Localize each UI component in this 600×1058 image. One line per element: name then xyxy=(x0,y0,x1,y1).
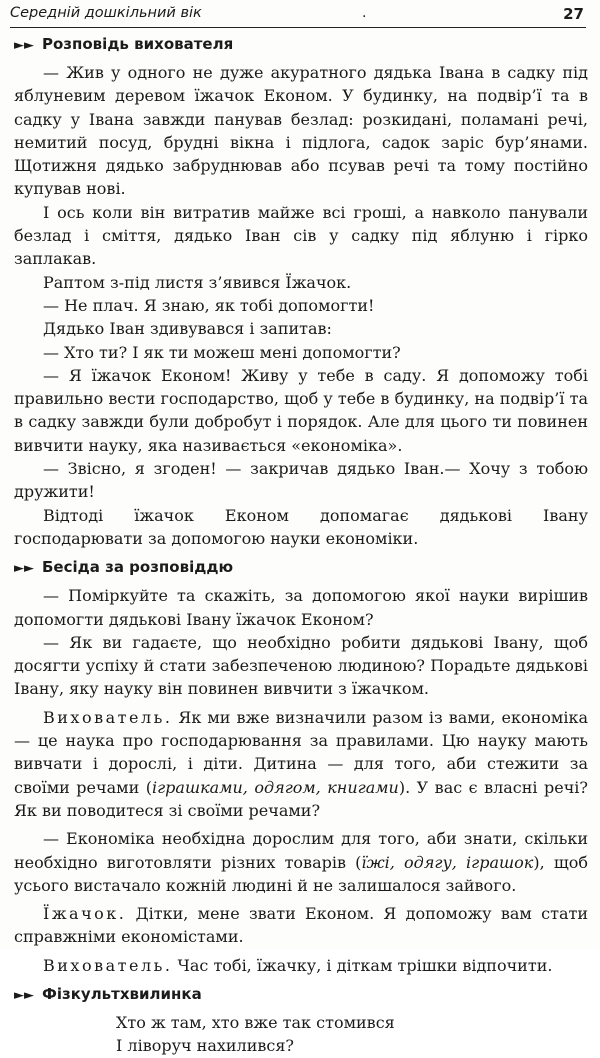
question-paragraph: — Як ви гадаєте, що необхідно робити дядькові Івану, щоб досягти успіху й стати забезпеченою людиною? Порадьте дядькові Івану, яку науку він повинен вивчити з їжачком. xyxy=(14,632,588,699)
section-heading-exercise xyxy=(14,983,588,1007)
poem xyxy=(116,1011,588,1058)
double-chevron-right-icon: ►► xyxy=(14,561,34,577)
teacher-line: Вихователь. Час тобі, їжачку, і діткам трішки відпочити. xyxy=(43,955,553,975)
story-paragraph: Відтоді їжачок Економ допомагає дядькові Івану господарювати за допомогою науки економіки. xyxy=(14,505,588,548)
story-paragraph: Дядько Іван здивувався і запитав: xyxy=(43,319,332,339)
section-heading-story xyxy=(14,33,588,57)
italic-examples: іграшками, одягом, книгами xyxy=(151,777,399,797)
page-header xyxy=(10,5,586,28)
story-paragraph: — Звісно, я згоден! — закричав дядько Іван.— Хочу з тобою дружити! xyxy=(14,459,588,502)
section-heading-label: Бесіда за розповіддю xyxy=(42,558,234,577)
question-paragraph: — Поміркуйте та скажіть, за допомогою якої науки вирішив допомогти дядькові Івану їжачок Економ? xyxy=(14,586,588,629)
page-content xyxy=(14,33,588,1058)
header-dot: . xyxy=(362,5,367,21)
poem-line: Хто ж там, хто вже так стомився xyxy=(116,1012,395,1032)
poem-line: І ліворуч нахилився? xyxy=(116,1036,295,1056)
italic-examples: їжі, одягу, іграшок xyxy=(361,852,534,872)
story-paragraph: — Жив у одного не дуже акуратного дядька Івана в садку під яблуневим деревом їжачок Економ. У будинку, на подвір’ї та в садку у Івана завжди панував безлад: розкидані, поламані речі, немитий посуд, брудні вікна і підлога, садок заріс бур’янами. Щотижня дядько забруднював або псував речі та тому постійно купував нові. xyxy=(14,63,588,199)
story-paragraph: — Не плач. Я знаю, як тобі допомогти! xyxy=(43,295,375,315)
section-heading-talk xyxy=(14,556,588,580)
speaker-name: Вихователь. xyxy=(43,707,173,727)
story-paragraph: — Хто ти? І як ти можеш мені допомогти? xyxy=(43,342,401,362)
page-number: 27 xyxy=(563,5,584,23)
double-chevron-right-icon: ►► xyxy=(14,38,34,53)
double-chevron-right-icon: ►► xyxy=(14,987,34,1003)
section-heading-label: Фізкультхвилинка xyxy=(42,984,202,1003)
economy-paragraph: — Економіка необхідна дорослим для того, аби знати, скільки необхідно виготовляти різних товарів (їжі, одягу, іграшок), щоб усього вистачало кожній людині й не залишалося зайвого. xyxy=(14,829,588,895)
section-heading-label: Розповідь вихователя xyxy=(42,35,234,53)
story-paragraph: Раптом з-під листя з’явився Їжачок. xyxy=(43,272,352,292)
teacher-line: Вихователь. Як ми вже визначили разом із вами, економіка — це наука про господарювання за правилами. Цю науку мають вивчати і дорослі, і діти. Дитина — для того, аби стежити за своїми речами (іграшками, одягом, книгами). У вас є власні речі? Як ви поводитеся зі своїми речами? xyxy=(14,707,589,820)
speaker-name: Вихователь. xyxy=(43,955,173,975)
hedgehog-line: Їжачок. Дітки, мене звати Економ. Я допоможу вам стати справжніми економістами. xyxy=(14,904,588,947)
speaker-name: Їжачок. xyxy=(43,904,127,924)
story-paragraph: — Я їжачок Економ! Живу у тебе в саду. Я допоможу тобі правильно вести господарство, щоб у тебе в будинку, на подвір’ї та в садку завжди були добробут і порядок. Але для цього ти повинен вивчити науку, яка називається «економіка». xyxy=(14,365,588,455)
story-paragraph: І ось коли він витратив майже всі гроші, а навколо панували безлад і сміття, дядько Іван сів у садку під яблуню і гірко заплакав. xyxy=(14,202,588,269)
running-title: Середній дошкільний вік xyxy=(10,5,202,21)
